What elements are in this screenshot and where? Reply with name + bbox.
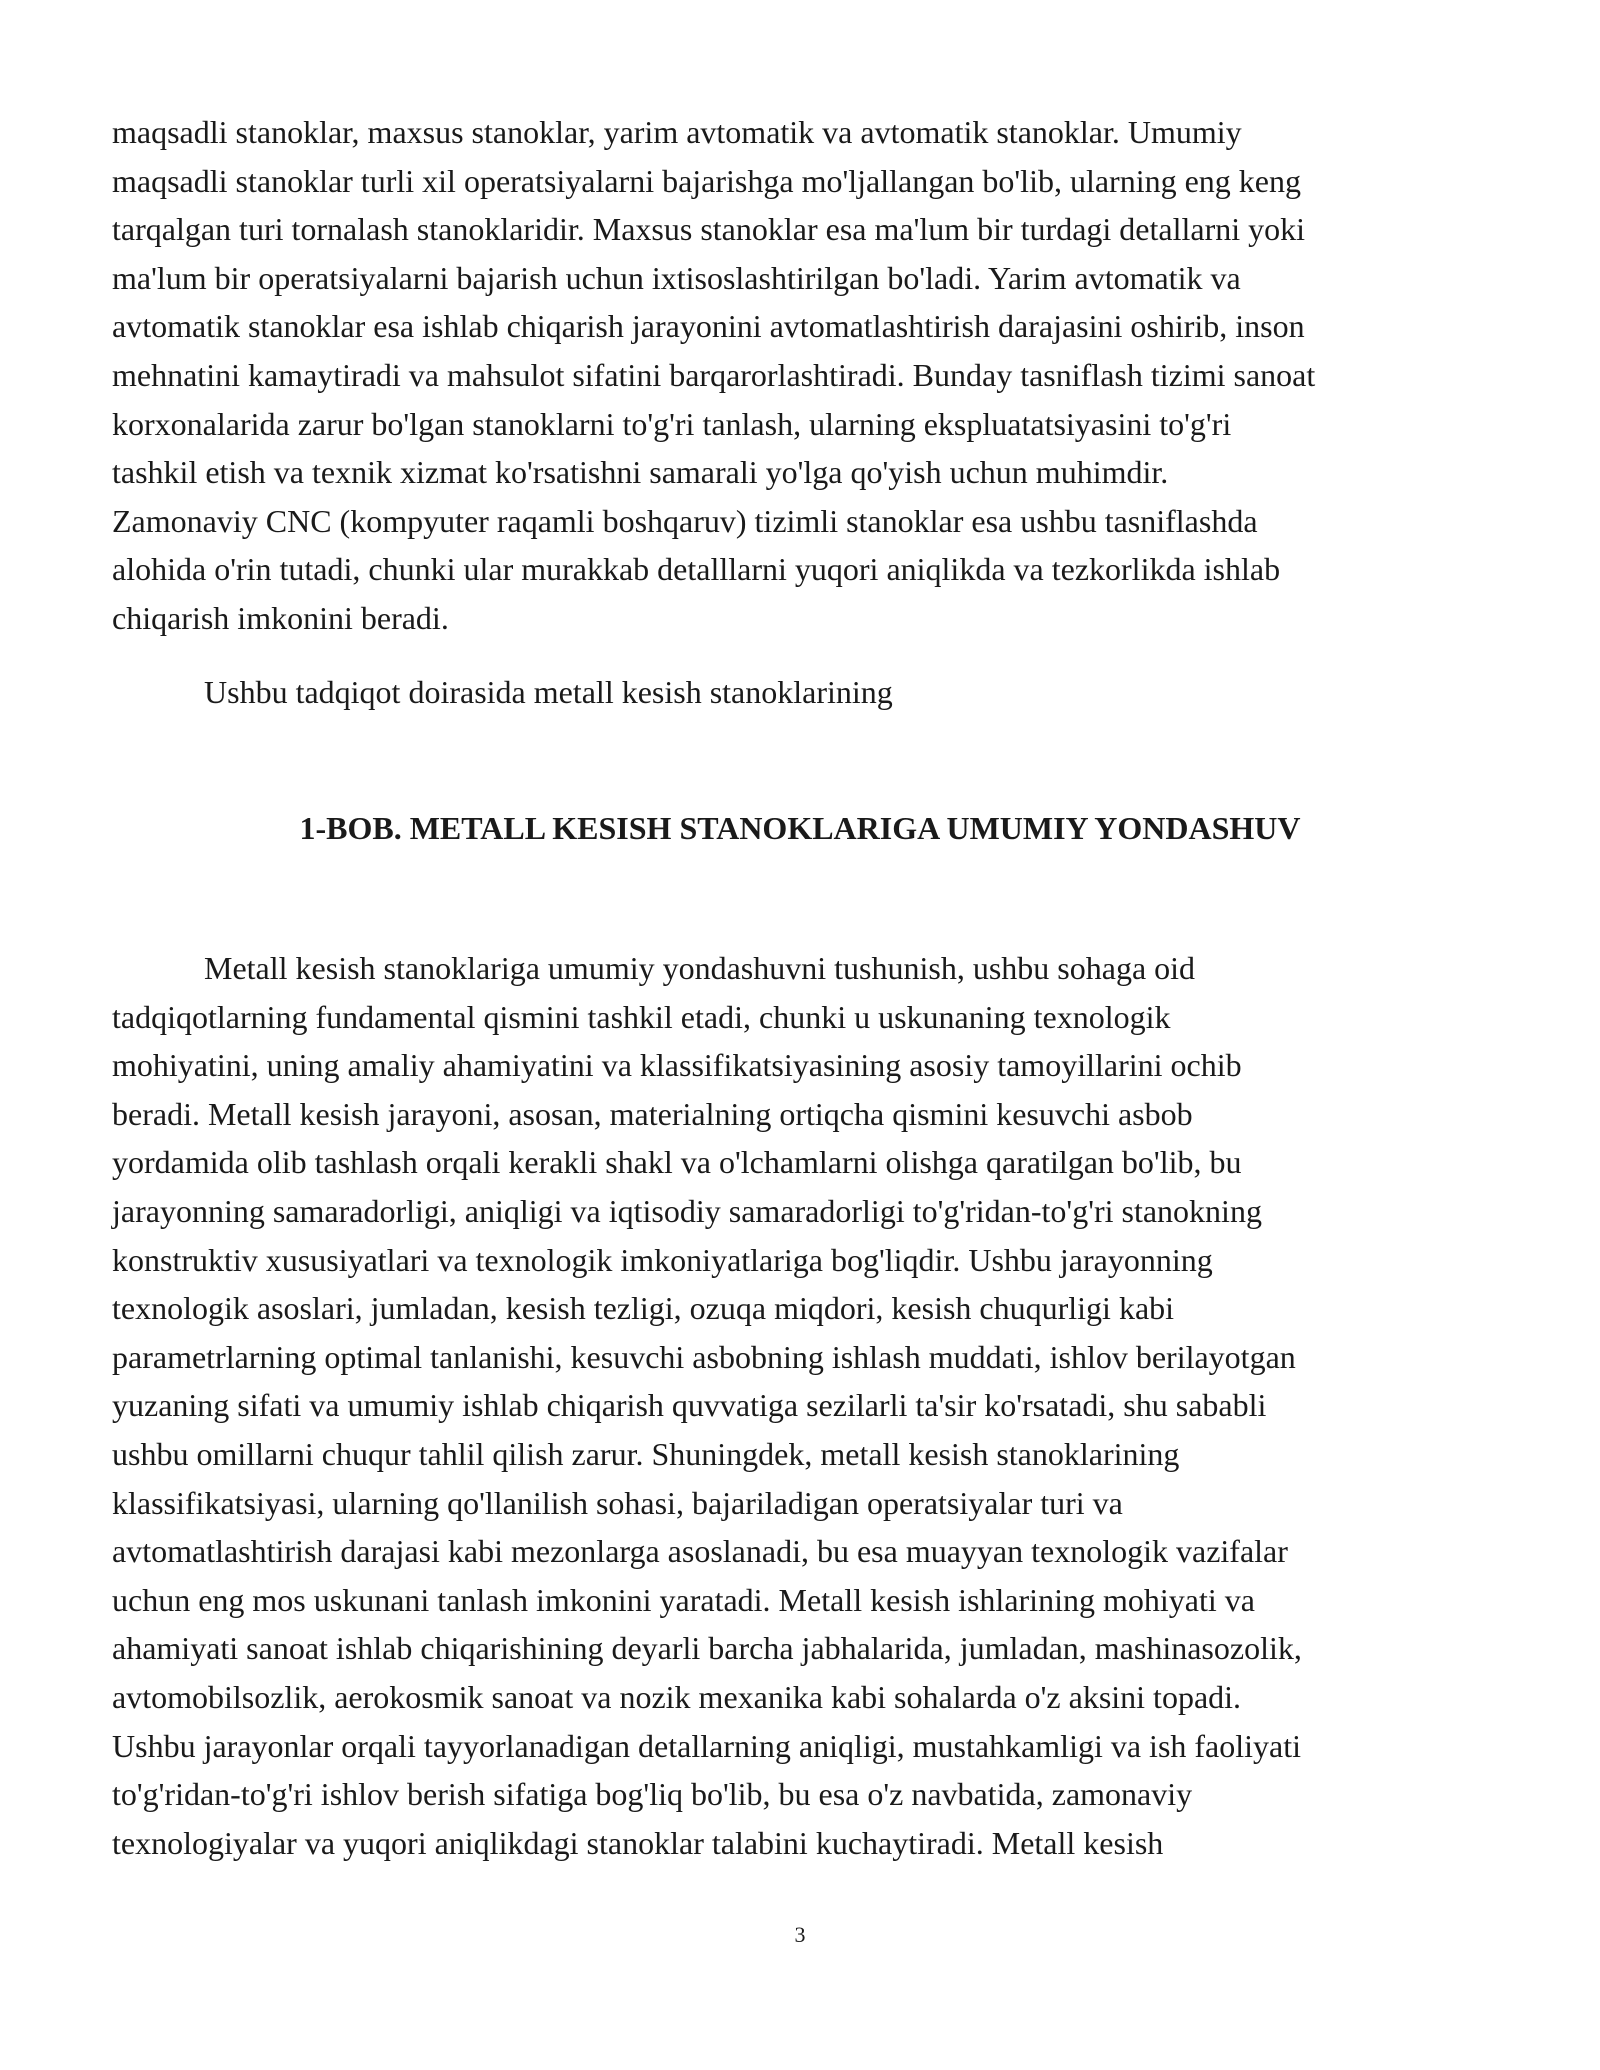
text-line: Ushbu jarayonlar orqali tayyorlanadigan detallarning aniqligi, mustahkamligi va ish faoliyati	[112, 1727, 1302, 1764]
text-line: korxonalarida zarur bo'lgan stanoklarni to'g'ri tanlash, ularning ekspluatatsiyasini to'g'ri	[112, 405, 1232, 442]
text-line: yuzaning sifati va umumiy ishlab chiqarish quvvatiga sezilarli ta'sir ko'rsatadi, shu sababli	[112, 1387, 1267, 1424]
text-line: Ushbu tadqiqot doirasida metall kesish stanoklarining	[204, 674, 893, 710]
text-line: alohida o'rin tutadi, chunki ular murakkab detalllarni yuqori aniqlikda va tezkorlikda ishlab	[112, 551, 1281, 588]
text-line: maqsadli stanoklar turli xil operatsiyalarni bajarishga mo'ljallangan bo'lib, ularning eng keng	[112, 162, 1301, 199]
text-line: texnologiyalar va yuqori aniqlikdagi stanoklar talabini kuchaytiradi. Metall kesish	[112, 1824, 1164, 1861]
text-line: jarayonning samaradorligi, aniqligi va iqtisodiy samaradorligi to'g'ridan-to'g'ri stanokning	[112, 1192, 1262, 1229]
text-line: Zamonaviy CNC (kompyuter raqamli boshqaruv) tizimli stanoklar esa ushbu tasniflashda	[112, 502, 1258, 539]
text-line: ushbu omillarni chuqur tahlil qilish zarur. Shuningdek, metall kesish stanoklarining	[112, 1435, 1180, 1472]
text-line: texnologik asoslari, jumladan, kesish tezligi, ozuqa miqdori, kesish chuqurligi kabi	[112, 1290, 1175, 1327]
text-line: tarqalgan turi tornalash stanoklaridir. Maxsus stanoklar esa ma'lum bir turdagi detallarni yoki	[112, 211, 1306, 248]
text-line: mehnatini kamaytiradi va mahsulot sifatini barqarorlashtiradi. Bunday tasniflash tizimi sanoat	[112, 356, 1316, 393]
text-line: konstruktiv xususiyatlari va texnologik imkoniyatlariga bog'liqdir. Ushbu jarayonning	[112, 1241, 1213, 1278]
text-line: maqsadli stanoklar, maxsus stanoklar, yarim avtomatik va avtomatik stanoklar. Umumiy	[112, 114, 1242, 150]
body-paragraph-3	[112, 944, 1502, 1867]
text-line: beradi. Metall kesish jarayoni, asosan, materialning ortiqcha qismini kesuvchi asbob	[112, 1095, 1193, 1132]
text-line: parametrlarning optimal tanlanishi, kesuvchi asbobning ishlash muddati, ishlov berilayotgan	[112, 1338, 1296, 1375]
text-line: avtomobilsozlik, aerokosmik sanoat va nozik mexanika kabi sohalarda o'z aksini topadi.	[112, 1678, 1242, 1715]
text-line: ma'lum bir operatsiyalarni bajarish uchun ixtisoslashtirilgan bo'ladi. Yarim avtomatik va	[112, 259, 1241, 296]
text-line: avtomatlashtirish darajasi kabi mezonlarga asoslanadi, bu esa muayyan texnologik vazifalar	[112, 1533, 1288, 1570]
text-line: Metall kesish stanoklariga umumiy yondashuvni tushunish, ushbu sohaga oid	[204, 950, 1196, 986]
text-line: avtomatik stanoklar esa ishlab chiqarish jarayonini avtomatlashtirish darajasini oshirib, inson	[112, 308, 1305, 345]
text-line: tadqiqotlarning fundamental qismini tashkil etadi, chunki u uskunaning texnologik	[112, 998, 1171, 1035]
text-line: yordamida olib tashlash orqali kerakli shakl va o'lchamlarni olishga qaratilgan bo'lib, bu	[112, 1144, 1242, 1181]
text-line: mohiyatini, uning amaliy ahamiyatini va klassifikatsiyasining asosiy tamoyillarini ochib	[112, 1047, 1242, 1084]
text-line: ahamiyati sanoat ishlab chiqarishining deyarli barcha jabhalarida, jumladan, mashinasozolik,	[112, 1630, 1302, 1667]
body-paragraph-2	[112, 668, 1502, 717]
text-line: to'g'ridan-to'g'ri ishlov berish sifatiga bog'liq bo'lib, bu esa o'z navbatida, zamonaviy	[112, 1776, 1193, 1813]
body-paragraph-1	[112, 108, 1502, 643]
page-number: 3	[794, 1922, 806, 1947]
text-line: chiqarish imkonini beradi.	[112, 599, 449, 636]
text-line: klassifikatsiyasi, ularning qo'llanilish sohasi, bajariladigan operatsiyalar turi va	[112, 1484, 1123, 1521]
chapter-heading: 1-BOB. METALL KESISH STANOKLARIGA UMUMIY YONDASHUV	[299, 810, 1301, 846]
text-line: uchun eng mos uskunani tanlash imkonini yaratadi. Metall kesish ishlarining mohiyati va	[112, 1581, 1255, 1618]
text-line: tashkil etish va texnik xizmat ko'rsatishni samarali yo'lga qo'yish uchun muhimdir.	[112, 454, 1169, 491]
